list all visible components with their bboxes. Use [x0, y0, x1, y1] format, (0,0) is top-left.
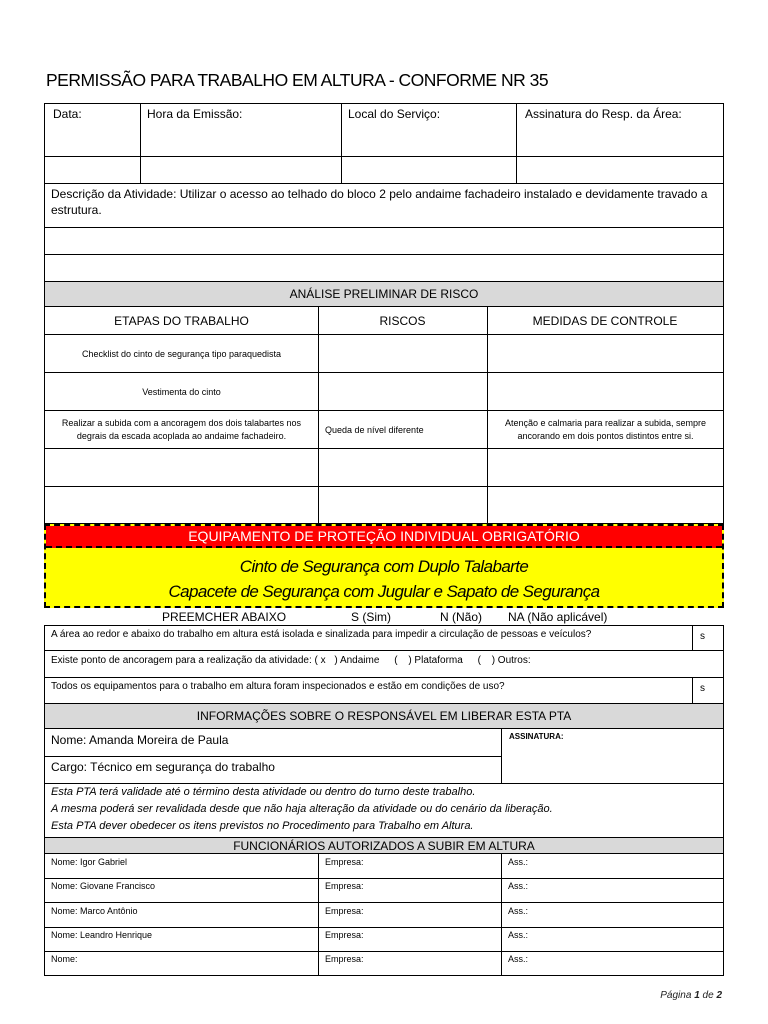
funcionario-ass: Ass.: [508, 930, 529, 940]
responsavel-cargo: Cargo: Técnico em segurança do trabalho [51, 760, 275, 774]
funcionario-nome: Nome: Leandro Henrique [51, 930, 153, 940]
plataforma-open: ( [394, 655, 398, 666]
page-de: de [702, 990, 714, 1001]
funcionario-empresa: Empresa: [325, 930, 364, 940]
plataforma-option[interactable]: ) Plataforma [408, 655, 463, 666]
epi-line-1: Cinto de Segurança com Duplo Talabarte [239, 557, 529, 576]
etapa-cell: Realizar a subida com a ancoragem dos dois talabartes nos degrais da escada acoplada ao andaime fachadeiro. [61, 417, 302, 441]
epi-title: EQUIPAMENTO DE PROTEÇÃO INDIVIDUAL OBRIGATÓRIO [46, 526, 722, 548]
etapa-cell: Checklist do cinto de segurança tipo paraquedista [81, 348, 282, 359]
apr-table [44, 306, 724, 524]
responsavel-table [44, 728, 724, 784]
total-pages: 2 [716, 990, 722, 1001]
funcionarios-table [44, 853, 724, 976]
blank-row [44, 227, 724, 255]
funcionario-ass: Ass.: [508, 906, 529, 916]
na-legend: NA (Não aplicável) [508, 610, 608, 624]
funcionario-nome: Nome: Marco Antônio [51, 906, 138, 916]
checklist-table [44, 625, 724, 704]
sim-legend: S (Sim) [351, 610, 391, 624]
page-title: PERMISSÃO PARA TRABALHO EM ALTURA - CONFORME NR 35 [46, 70, 549, 90]
epi-line-2: Capacete de Segurança com Jugular e Sapato de Segurança [168, 582, 600, 601]
funcionario-ass: Ass.: [508, 881, 529, 891]
note-revalidacao: A mesma poderá ser revalidada desde que não haja alteração da atividade ou do cenário da liberação. [51, 803, 553, 815]
col-medidas: MEDIDAS DE CONTROLE [532, 313, 678, 328]
funcionario-ass: Ass.: [508, 857, 529, 867]
page-prefix: Página [660, 990, 692, 1001]
answer-isolamento: s [700, 631, 705, 642]
local-label: Local do Serviço: [348, 107, 441, 121]
funcionario-empresa: Empresa: [325, 857, 364, 867]
funcionario-ass: Ass.: [508, 954, 529, 964]
funcionario-empresa: Empresa: [325, 954, 364, 964]
andaime-option[interactable]: ) Andaime [334, 655, 380, 666]
note-procedimento: Esta PTA dever obedecer os itens previstos no Procedimento para Trabalho em Altura. [51, 820, 474, 832]
funcionario-nome: Nome: Igor Gabriel [51, 857, 128, 867]
risco-cell: Queda de nível diferente [325, 424, 424, 435]
apr-title: ANÁLISE PRELIMINAR DE RISCO [44, 281, 724, 307]
responsavel-title: INFORMAÇÕES SOBRE O RESPONSÁVEL EM LIBERAR ESTA PTA [44, 703, 724, 729]
funcionario-nome: Nome: Giovane Francisco [51, 881, 156, 891]
header-table [44, 103, 724, 228]
outros-option[interactable]: ) Outros: [491, 655, 531, 666]
responsavel-nome: Nome: Amanda Moreira de Paula [51, 733, 229, 747]
preencher-label: PREEMCHER ABAIXO [162, 610, 287, 624]
ancoragem-prefix: Existe ponto de ancoragem para a realização da atividade: ( x [51, 655, 326, 666]
blank-row [44, 254, 724, 282]
outros-open: ( [477, 655, 481, 666]
funcionarios-title: FUNCIONÁRIOS AUTORIZADOS A SUBIR EM ALTURA [44, 837, 724, 854]
col-riscos: RISCOS [379, 313, 426, 328]
notes-box [44, 783, 724, 838]
question-ancoragem [51, 655, 531, 666]
assinatura-label: ASSINATURA: [509, 732, 564, 741]
current-page: 1 [694, 990, 700, 1001]
hora-label: Hora da Emissão: [147, 107, 243, 121]
medida-cell: Atenção e calmaria para realizar a subida, sempre ancorando em dois pontos distintos entre si. [504, 417, 707, 441]
epi-box [44, 524, 724, 608]
answer-inspecao: s [700, 683, 705, 694]
descricao-atividade: Descrição da Atividade: Utilizar o acesso ao telhado do bloco 2 pelo andaime fachadeiro instalado e devidamente travado a estrutura. [51, 187, 708, 217]
funcionario-empresa: Empresa: [325, 881, 364, 891]
funcionario-nome: Nome: [51, 954, 78, 964]
data-label: Data: [53, 107, 82, 121]
assinatura-area-label: Assinatura do Resp. da Área: [525, 107, 682, 121]
checklist-header [44, 609, 724, 625]
funcionario-empresa: Empresa: [325, 906, 364, 916]
page-number [660, 990, 722, 1001]
note-validade: Esta PTA terá validade até o término desta atividade ou dentro do turno deste trabalho. [51, 786, 476, 798]
col-etapas: ETAPAS DO TRABALHO [114, 313, 249, 328]
etapa-cell: Vestimenta do cinto [142, 386, 221, 397]
question-isolamento: A área ao redor e abaixo do trabalho em altura está isolada e sinalizada para impedir a circulação de pessoas e veículos? [51, 629, 592, 640]
nao-legend: N (Não) [440, 610, 483, 624]
question-inspecao: Todos os equipamentos para o trabalho em altura foram inspecionados e estão em condições de uso? [51, 681, 505, 692]
